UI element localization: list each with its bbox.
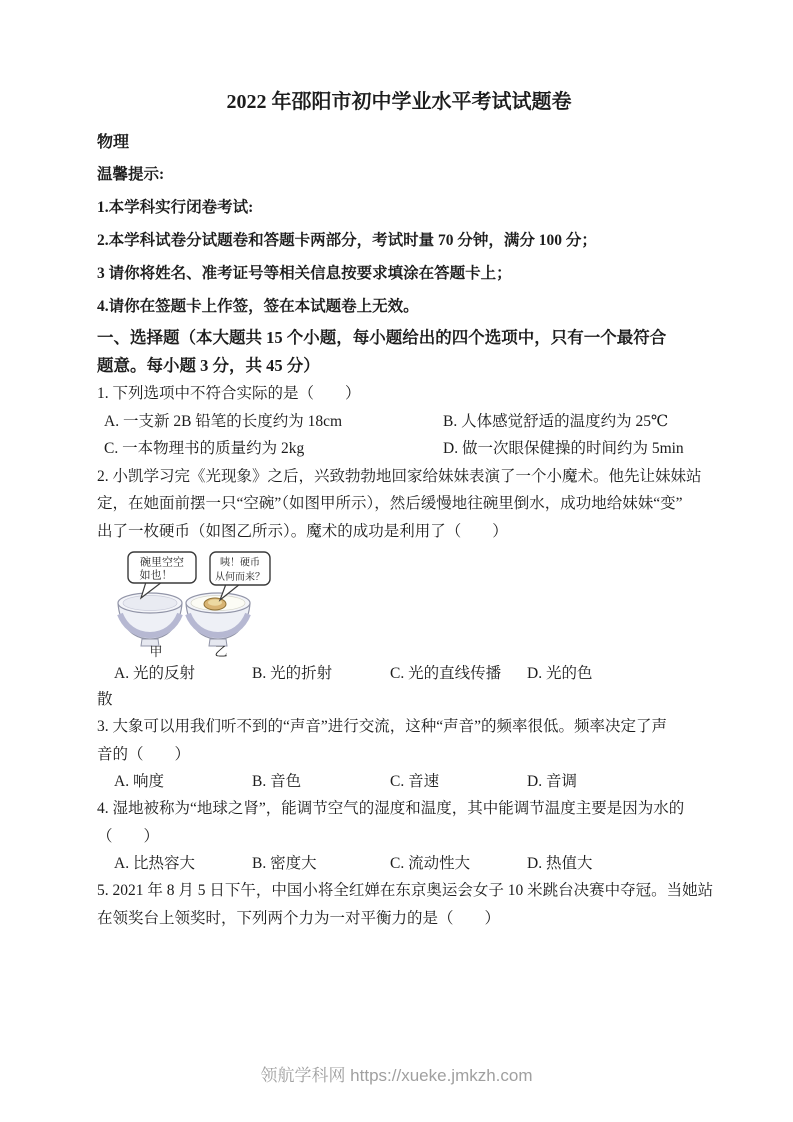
page-content — [97, 0, 714, 932]
watermark-footer: 领航学科网 https://xueke.jmkzh.com — [260, 1066, 533, 1085]
question-3-line-2: 音的（ ） — [97, 745, 191, 763]
section-heading-line-2: 题意。每小题 3 分，共 45 分） — [97, 356, 320, 375]
question-1-options-row-2 — [97, 435, 701, 463]
question-3-line-1: 3. 大象可以用我们听不到的“声音”进行交流，这种“声音”的频率很低。频率决定了声 — [97, 718, 668, 735]
question-2-line-2: 定，在她面前摆一只“空碗”（如图甲所示），然后缓慢地往碗里倒水，成功地给妹妹“变” — [97, 495, 683, 512]
q2-option-a: A. 光的反射 — [114, 665, 195, 682]
bowl-label-yi: 乙 — [214, 644, 228, 659]
bubble-left-text-1: 碗里空空 — [140, 556, 184, 569]
section-heading-line-1: 一、选择题（本大题共 15 个小题，每小题给出的四个选项中，只有一个最符合 — [97, 328, 667, 347]
magic-trick-figure — [112, 551, 701, 659]
tip-item-4: 4.请你在签题卡上作签，签在本试题卷上无效。 — [97, 298, 419, 315]
question-4-line-2: （ ） — [97, 827, 160, 845]
q1-option-c: C. 一本物理书的质量约为 2kg — [104, 440, 305, 457]
bowl-label-jia: 甲 — [149, 644, 163, 659]
exam-title: 2022 年邵阳市初中学业水平考试试题卷 — [226, 91, 572, 113]
tip-item-3: 3 请你将姓名、准考证号等相关信息按要求填涂在答题卡上； — [97, 265, 512, 282]
q4-option-b: B. 密度大 — [252, 855, 317, 872]
bowl-jia — [118, 593, 182, 646]
question-5-line-2: 在领奖台上领奖时，下列两个力为一对平衡力的是（ ） — [97, 909, 501, 927]
q4-option-d: D. 热值大 — [527, 855, 593, 872]
q2-option-b: B. 光的折射 — [252, 665, 333, 682]
q3-option-a: A. 响度 — [114, 773, 164, 790]
question-2-line-1: 2. 小凯学习完《光现象》之后，兴致勃勃地回家给妹妹表演了一个小魔术。他先让妹妹站 — [97, 467, 702, 485]
question-1-options-row-1 — [97, 408, 701, 436]
bubble-right-text-1: 咦！硬币 — [220, 557, 260, 569]
q2-option-d: D. 光的色 — [527, 665, 593, 682]
subject-label: 物理 — [97, 134, 130, 151]
speech-bubble-left — [128, 552, 196, 598]
question-2-options-row — [97, 661, 701, 687]
q4-option-a: A. 比热容大 — [114, 855, 195, 872]
q3-option-d: D. 音调 — [527, 773, 577, 790]
question-4-options-row — [97, 850, 701, 877]
q2-option-d-wrap: 散 — [97, 691, 113, 708]
question-3-options-row — [97, 768, 701, 795]
bowl-yi — [186, 593, 250, 646]
bubble-left-text-2: 如也！ — [139, 569, 173, 582]
q1-option-a: A. 一支新 2B 铅笔的长度约为 18cm — [104, 412, 343, 430]
tips-heading: 温馨提示: — [97, 166, 165, 183]
tip-item-2: 2.本学科试卷分试题卷和答题卡两部分，考试时量 70 分钟，满分 100 分； — [97, 232, 597, 249]
bowls-illustration — [112, 551, 277, 659]
tip-item-1: 1.本学科实行闭卷考试: — [97, 199, 254, 216]
question-5-line-1: 5. 2021 年 8 月 5 日下午，中国小将全红婵在东京奥运会女子 10 米跳台决赛中夺冠。当她站 — [97, 882, 714, 899]
question-1-text: 1. 下列选项中不符合实际的是（ ） — [97, 385, 361, 402]
q4-option-c: C. 流动性大 — [390, 855, 471, 872]
empty-bowl-interior — [123, 596, 177, 611]
q3-option-b: B. 音色 — [252, 773, 302, 790]
bubble-right-text-2: 从何而来？ — [215, 572, 265, 583]
q3-option-c: C. 音速 — [390, 773, 440, 790]
q2-option-c: C. 光的直线传播 — [390, 665, 502, 682]
q1-option-b: B. 人体感觉舒适的温度约为 25℃ — [443, 412, 669, 430]
q1-option-d: D. 做一次眼保健操的时间约为 5min — [443, 440, 684, 457]
question-2-line-3: 出了一枚硬币（如图乙所示）。魔术的成功是利用了（ ） — [97, 522, 508, 540]
question-4-line-1: 4. 湿地被称为“地球之肾”，能调节空气的湿度和温度，其中能调节温度主要是因为水的 — [97, 800, 685, 817]
